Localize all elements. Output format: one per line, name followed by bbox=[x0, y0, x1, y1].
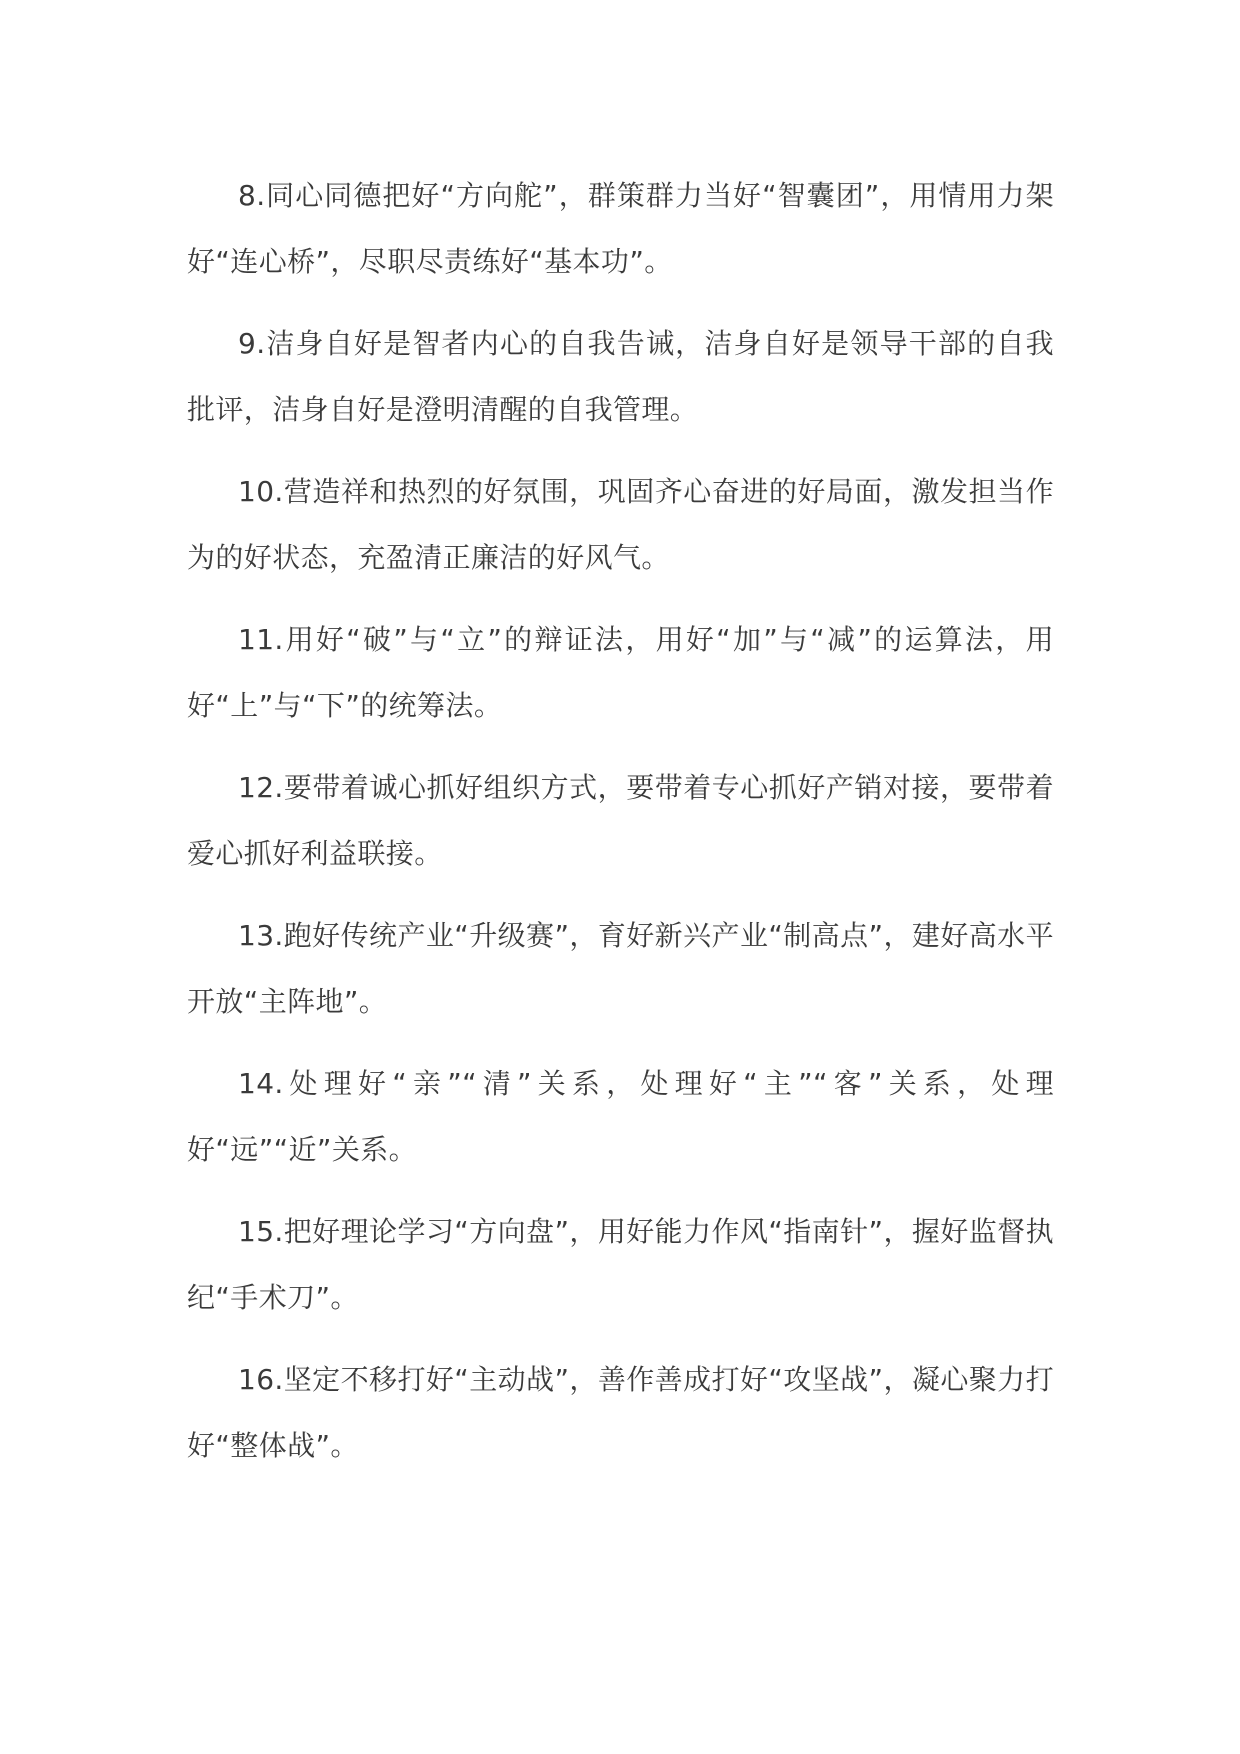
paragraph-item-10: 10.营造祥和热烈的好氛围，巩固齐心奋进的好局面，激发担当作为的好状态，充盈清正廉洁的好风气。 bbox=[187, 475, 1054, 574]
paragraph-item-13: 13.跑好传统产业“升级赛”，育好新兴产业“制高点”，建好高水平开放“主阵地”。 bbox=[187, 919, 1054, 1018]
paragraph-item-16: 16.坚定不移打好“主动战”，善作善成打好“攻坚战”，凝心聚力打好“整体战”。 bbox=[187, 1363, 1054, 1462]
paragraph-item-14: 14.处理好“亲”“清”关系，处理好“主”“客”关系，处理好“远”“近”关系。 bbox=[187, 1067, 1054, 1166]
paragraph-item-11: 11.用好“破”与“立”的辩证法，用好“加”与“减”的运算法，用好“上”与“下”的统筹法。 bbox=[187, 623, 1054, 722]
paragraph-item-9: 9.洁身自好是智者内心的自我告诫，洁身自好是领导干部的自我批评，洁身自好是澄明清醒的自我管理。 bbox=[187, 327, 1054, 426]
paragraph-item-8: 8.同心同德把好“方向舵”，群策群力当好“智囊团”，用情用力架好“连心桥”，尽职尽责练好“基本功”。 bbox=[187, 179, 1054, 278]
paragraph-item-15: 15.把好理论学习“方向盘”，用好能力作风“指南针”，握好监督执纪“手术刀”。 bbox=[187, 1215, 1054, 1314]
paragraph-item-12: 12.要带着诚心抓好组织方式，要带着专心抓好产销对接，要带着爱心抓好利益联接。 bbox=[187, 771, 1054, 870]
document-body bbox=[187, 163, 1054, 1495]
